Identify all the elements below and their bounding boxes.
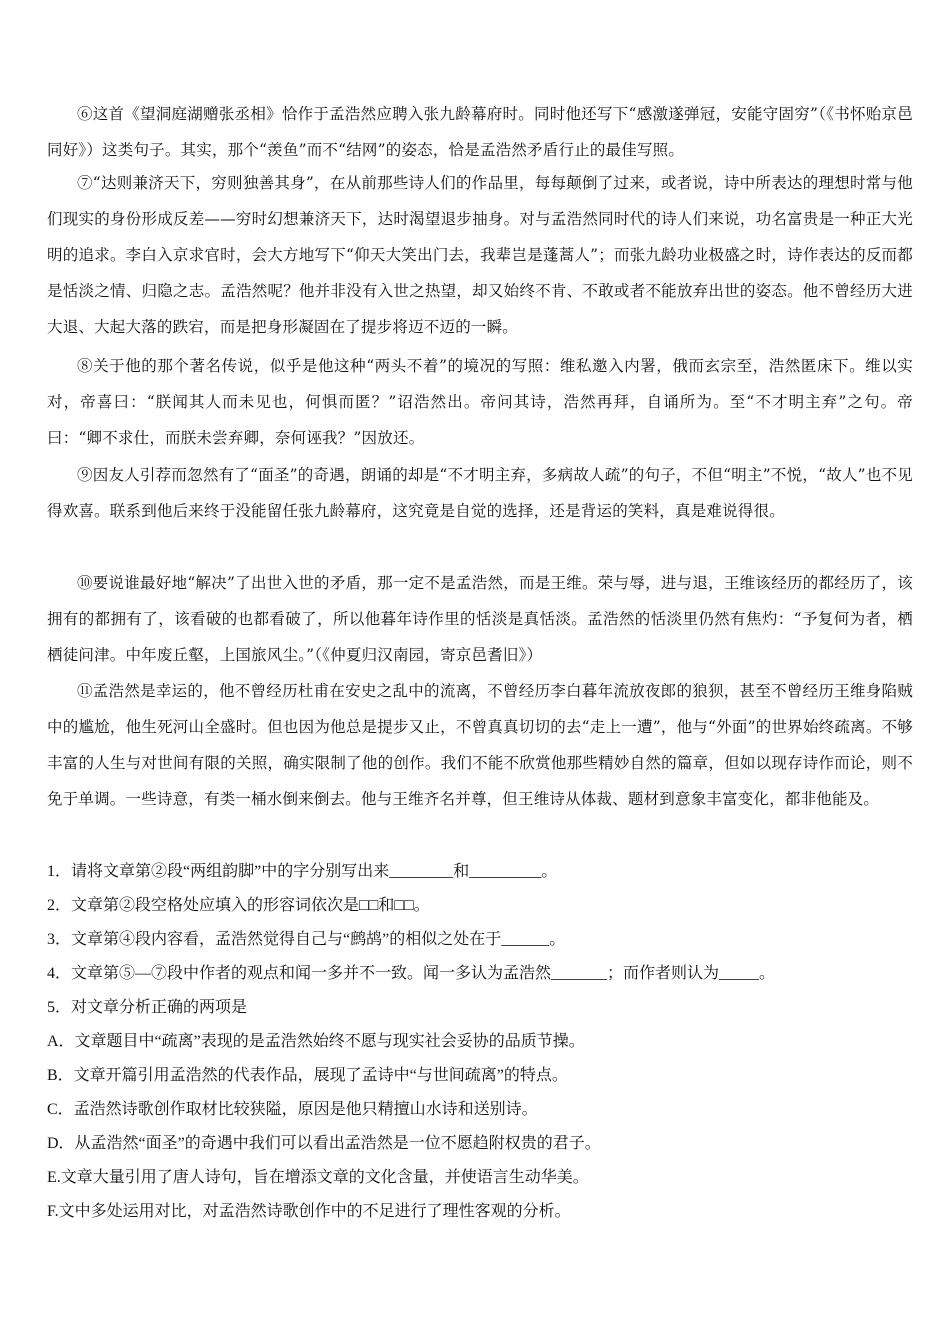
paragraph-9: ⑨因友人引荐而忽然有了“面圣”的奇遇，朗诵的却是“不才明主弃，多病故人疏”的句子，不但“明主”不悦，“故人”也不见得欢喜。联系到他后来终于没能留任张九龄幕府，这究竟是自觉的选择，还是背运的笑料，真是难说得很。 — [47, 466, 913, 520]
option-c: C．孟浩然诗歌创作取材比较狭隘，原因是他只精擅山水诗和送别诗。 — [47, 1101, 538, 1118]
option-a: A．文章题目中“疏离”表现的是孟浩然始终不愿与现实社会妥协的品质节操。 — [47, 1033, 585, 1050]
option-d: D．从孟浩然“面圣”的奇遇中我们可以看出孟浩然是一位不愿趋附权贵的君子。 — [47, 1135, 601, 1152]
paragraph-10: ⑩要说谁最好地“解决”了出世入世的矛盾，那一定不是孟浩然，而是王维。荣与辱，进与退，王维该经历的都经历了，该拥有的都拥有了，该看破的也都看破了，所以他暮年诗作里的恬淡是真恬淡。孟浩然的恬淡里仍然有焦灼：“予复何为者，栖栖徒问津。中年废丘壑，上国旅风尘。”（《仲夏归汉南园，寄京邑耆旧》） — [47, 574, 913, 664]
paragraph-7: ⑦“达则兼济天下，穷则独善其身”，在从前那些诗人们的作品里，每每颠倒了过来，或者说，诗中所表达的理想时常与他们现实的身份形成反差——穷时幻想兼济天下，达时渴望退步抽身。对与孟浩然同时代的诗人们来说，功名富贵是一种正大光明的追求。李白入京求官时，会大方地写下“仰天大笑出门去，我辈岂是蓬蒿人”；而张九龄功业极盛之时，诗作表达的反而都是恬淡之情、归隐之志。孟浩然呢？他并非没有入世之热望，却又始终不肯、不敢或者不能放弃出世的姿态。他不曾经历大进大退、大起大落的跌宕，而是把身形凝固在了提步将迈不迈的一瞬。 — [47, 174, 913, 336]
question-4: 4．文章第⑤—⑦段中作者的观点和闻一多并不一致。闻一多认为孟浩然_______；而作者则认为_____。 — [47, 965, 776, 982]
question-2: 2．文章第②段空格处应填入的形容词依次是□□和□□。 — [47, 897, 430, 914]
option-e: E.文章大量引用了唐人诗句，旨在增添文章的文化含量，并使语言生动华美。 — [47, 1169, 589, 1186]
paragraph-8: ⑧关于他的那个著名传说，似乎是他这种“两头不着”的境况的写照：维私邀入内署，俄而玄宗至，浩然匿床下。维以实对，帝喜曰：“朕闻其人而未见也，何惧而匿？”诏浩然出。帝问其诗，浩然再拜，自诵所为。至“不才明主弃”之句。帝曰：“卿不求仕，而朕未尝弃卿，奈何诬我？”因放还。 — [47, 357, 913, 447]
question-5: 5．对文章分析正确的两项是 — [47, 999, 248, 1016]
question-3: 3．文章第④段内容看，孟浩然觉得自己与“鹧鸪”的相似之处在于______。 — [47, 931, 566, 948]
option-f: F.文中多处运用对比，对孟浩然诗歌创作中的不足进行了理性客观的分析。 — [47, 1203, 571, 1220]
option-b: B．文章开篇引用孟浩然的代表作品，展现了孟诗中“与世间疏离”的特点。 — [47, 1067, 568, 1084]
paragraph-11: ⑪孟浩然是幸运的，他不曾经历杜甫在安史之乱中的流离，不曾经历李白暮年流放夜郎的狼狈，甚至不曾经历王维身陷贼中的尴尬，他生死河山全盛时。但也因为他总是提步又止，不曾真真切切的去“走上一遭”，他与“外面”的世界始终疏离。不够丰富的人生与对世间有限的关照，确实限制了他的创作。我们不能不欣赏他那些精妙自然的篇章，但如以现存诗作而论，则不免于单调。一些诗意，有类一桶水倒来倒去。他与王维齐名并尊，但王维诗从体裁、题材到意象丰富变化，都非他能及。 — [47, 682, 913, 808]
question-1: 1．请将文章第②段“两组韵脚”中的字分别写出来________和_________。 — [47, 863, 558, 880]
paragraph-6: ⑥这首《望洞庭湖赠张丞相》恰作于孟浩然应聘入张九龄幕府时。同时他还写下“感激遂弹冠，安能守固穷”（《书怀贻京邑同好》）这类句子。其实，那个“羡鱼”而不“结网”的姿态，恰是孟浩然矛盾行止的最佳写照。 — [47, 105, 913, 159]
